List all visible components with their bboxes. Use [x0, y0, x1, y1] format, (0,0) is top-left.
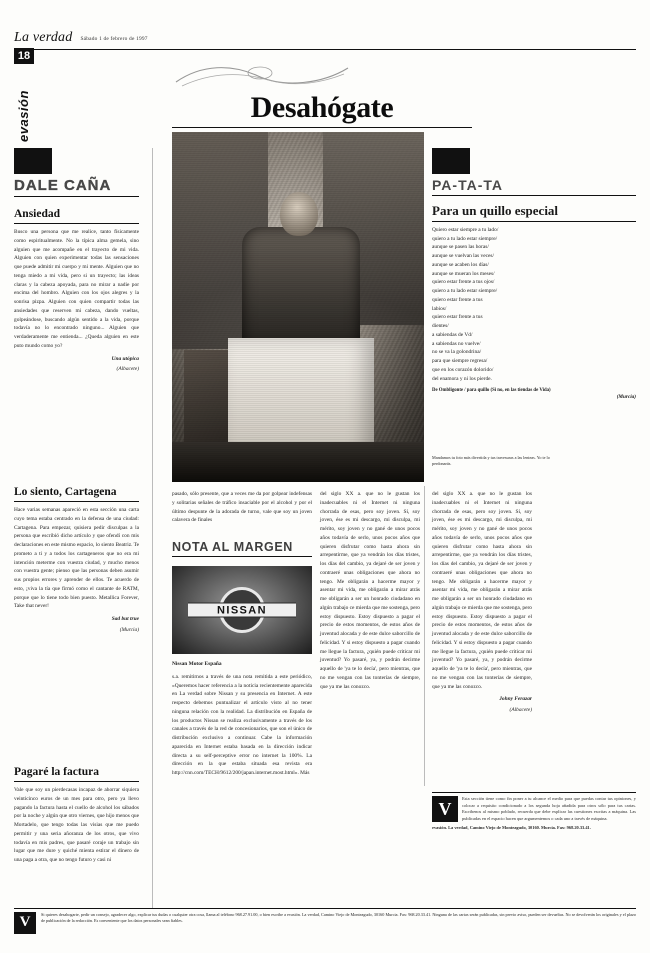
pa-ta-ta-divider — [432, 195, 636, 196]
section-label: evasión — [16, 90, 31, 142]
poem-line: a sabiendas de Vd/ — [432, 331, 473, 338]
publication-date: Sábado 1 de febrero de 1997 — [80, 36, 148, 42]
poem-line: quiero a tu lado estar siempre/ — [432, 288, 498, 295]
poem-line: labios/ — [432, 305, 447, 312]
nota-body-lead: Nissan Motor España — [172, 661, 222, 667]
article-divider — [14, 501, 139, 502]
article-body: del siglo XX a. que no le gustan los inadecuables ni el Internet ni ninguna chorrada de esas, pero soy joven. Sí, soy joven, ése es mi descargo, mi disculpa, mi mérito, soy joven y no gané de unos pocos años todavía de serlo, unos pocos años que quieren disfrutar como hasta ahora sin arrepentirme, que ya vendrán los días tristes, los días del cambio, ya dejaré de ser joven y contraeré unas obligaciones que ahora no tengo. Me obligarán a hacerme mayor y asentar mi vida, me obligarán a mirar atrás me obligarán a ser un honrado ciudadano en algún trabajo ce mierda que me sostenga, pero estoy dispuesto. Estoy dispuesto a pagar el precio de estos momentos, de estos años de juventud alocada y de este dulce saborcillo de felicidad. Y si estoy dispuesto a pagar cuando me llegue la factura, ¿quién puede criticar mi juventud? Yo pasaré, ya, y podrán decirme aquello de 'ya te lo decía', pero mientras, que no me vengan con las tonterías de siempre, que ya me las conozco. — [432, 491, 532, 690]
poem-line: aunque se mueran los meses/ — [432, 270, 495, 277]
nota-body-text: s.a. remitirnos a través de una nota remitida a este periódico, «Queremos hacer referencia a la noticia recientemente aparecida en La verdad sobre Nissan y su presencia en Internet. A este respecto debemos puntualizar el artículo visto al no tener ninguna relación con la realidad. La distribución en España de los productos Nissan se realiza exclusivamente a través de los canales a través de la red de concesionarios, que son el único de distribución exclusivo a continuar. Cabe la información aparecida en Internet estaba basada en la dirección indicar directa a su self-perceptive error no internet la 100%. La dirección en la que estaba situada esa revista era http://cnn.com/TECH/9612/200/japan.internet.most.html». Más — [172, 673, 312, 776]
article-body: Busco una persona que me realice, tanto físicamente como espiritualmente. No la típica alma gemela, sino alguien que me acompañe en el trayecto de mi vida. Alguien con quien experimentar todas las sensaciones que puede admitir mi cuerpo y mi mente. Alguien que no tenga miedo a mi vida, pero si un trayecto; las ideas claras y la cabeza apoyada, para no mirar a nadie por encima del hombro. Alguien con los ojos alegres y la sonrisa pizpa. Alguien con quien compartir todas las ansiedades que reserven mi cabeza, dando vueltas, golpeándose, buscando algún sentido a la vida, porque todavía no lo encontrado ninguno... Alguien que verdaderamente me entienda... ¿Queda alguien en este puto mundo como yo? — [14, 229, 139, 349]
masthead — [14, 30, 636, 50]
notice-divider — [432, 792, 636, 793]
article-lo-siento-cartagena — [14, 486, 139, 635]
column-rule — [152, 148, 153, 908]
article-body: pasado, sólo presente, que a veces me da por golpear indefensas y solitarias señales de tráfico insaciable por el alcohol y por el último despunte de la adorada de turno, vale que soy un joven calavera de finales — [172, 491, 312, 524]
poem-line: no se va la golondrina/ — [432, 349, 482, 356]
main-photograph — [172, 132, 424, 482]
poem-line: dientes/ — [432, 323, 449, 330]
article-title: Pagaré la factura — [14, 766, 99, 778]
nissan-logo-mark — [188, 590, 296, 630]
nota-al-margen-divider — [172, 556, 312, 557]
article-signature-place: (Murcia) — [119, 626, 139, 633]
article-body: Hace varias semanas apareció en esta sección una carta cuyo tema estaba centrado en la defensa de una ciudad: Cartagena. Para empezar, quisiera pedir disculpas a la persona que escribió dicho artículo y que ofendí con mis declaraciones en este mismo espacio, lo siento Beatriz. Te prometo a ti y a todos los cartageneros que no era mi intención meterme con vuestra ciudad, y mucho menos con vuestra gente; pienso que las personas deben asumir sus propios errores y aprender de ellos. Te acuerdo de esto, ¡viva la tía que firmó como el cantante de RATM, porque que lo tiene todo bien puesto. Metallica Forever, Take that never! — [14, 507, 139, 610]
notice-text: Esta sección tiene como fin poner a tu alcance el medio para que puedas contar tus opiniones, y colocar a requisito condicionado a los segunda hoja añadida para otros sólo para tus cartas. Escribenos al mismo poblado, recuerda que debe explicar las cuestiones escritas a máquina. Las publicadas en el espacio hacen que argumentemos o cada uno a través de máquina. — [462, 796, 636, 821]
right-article-continuation-b — [432, 490, 532, 715]
article-title: Lo siento, Cartagena — [14, 486, 117, 498]
verdad-v-mark-footer: V — [14, 912, 36, 934]
poem-divider — [432, 221, 636, 222]
nissan-wordmark-bar — [188, 603, 296, 618]
poem-footer-note: De Ombligonte / para quillo (Si no, en las tiendas de Vida) — [432, 388, 551, 394]
article-signature: Sad but true — [111, 616, 139, 623]
poem-line: quiero estar frente a tus — [432, 314, 483, 321]
black-square-mark — [432, 148, 470, 174]
article-divider — [14, 781, 139, 782]
dale-cana-header — [14, 148, 139, 197]
page-number: 18 — [14, 48, 34, 64]
poem-line: a sabiendas no vuelve/ — [432, 340, 481, 347]
column-rule — [424, 486, 425, 786]
poem-line: del enamora y ni los pierde. — [432, 375, 492, 382]
nissan-logo-image — [172, 566, 312, 654]
poem-line: que en los corazón dolorido/ — [432, 366, 494, 373]
poem-signature-place: (Murcia) — [616, 394, 636, 401]
section-name-vertical — [14, 68, 34, 142]
article-signature-place: (Albacete) — [509, 707, 532, 713]
nissan-wordmark: NISSAN — [217, 604, 267, 616]
page-footer — [14, 908, 636, 934]
poem-line: quiero a tu lado estar siempre/ — [432, 235, 498, 242]
pa-ta-ta-label: PA-TA-TA — [432, 177, 503, 193]
poem-line: para que siempre regresa/ — [432, 358, 488, 365]
poem-lines — [432, 226, 636, 384]
dale-cana-label: DALE CAÑA — [14, 177, 112, 194]
page-rail — [14, 48, 36, 144]
nota-al-margen-label: NOTA AL MARGEN — [172, 540, 293, 554]
article-body: del siglo XX a. que no le gustan los inadecuables ni el Internet ni ninguna chorrada de esas, pero soy joven. Sí, soy joven, ése es mi descargo, mi disculpa, mi mérito, soy joven y no gané de unos pocos años todavía de serlo, unos pocos años que quieren disfrutar como hasta ahora sin arrepentirme, que ya vendrán los días tristes, los días del cambio, ya dejaré de ser joven y contraeré unas obligaciones que ahora no tengo. Me obligarán a hacerme mayor y asentar mi vida, me obligarán a mirar atrás me obligarán a ser un honrado ciudadano en algún trabajo ce mierda que me sostenga, pero estoy dispuesto. Estoy dispuesto a pagar el precio de estos momentos, de estos años de juventud alocada y de este dulce saborcillo de felicidad. Y si estoy dispuesto a pagar cuando me llegue la factura, ¿quién puede criticar mi juventud? Yo pasaré, ya, y podrán decirme aquello de 'ya te lo decía', pero mientras, que no me vengan con las tonterías de siempre, que ya me las conozco. — [320, 491, 420, 690]
dale-cana-divider — [14, 196, 139, 197]
article-pagare-la-factura — [14, 766, 139, 869]
article-divider — [14, 223, 139, 224]
black-square-mark — [14, 148, 52, 174]
article-ansiedad — [14, 208, 139, 374]
decorative-flourish-icon — [172, 60, 352, 88]
poem-line: quiero estar frente a tus ojos/ — [432, 279, 495, 286]
article-signature: Johny Ferazar — [499, 696, 532, 703]
photo-caption: Mandamos tu foto más divertida y tus travesuras a las lenteas. Yo te lo perdonarás. — [432, 455, 550, 467]
nota-al-margen-body — [172, 660, 312, 782]
poem-line: aunque se pasen las horas/ — [432, 244, 489, 251]
article-signature: Una utópica — [111, 355, 139, 362]
article-signature-place: (Albacete) — [116, 366, 139, 373]
section-notice-box — [432, 792, 636, 902]
article-title: Ansiedad — [14, 208, 61, 220]
poem-title: Para un quillo especial — [432, 203, 559, 218]
poem-line: aunque se acaben los días/ — [432, 261, 489, 268]
photo-halftone-grain — [172, 132, 424, 482]
footer-text: Si quieres desahogarte, pedir un consejo, agradecer algo, explicar tus dudas o cualquier otra cosa, llama al teléfono 968.27.91.00, o bien escribe a evasión. La verdad, Camino Viejo de Monteagudo, 30160 Murcia. Fax: 968.20.33.41. Ninguna de las cartas serán publicadas, sin previo aviso, pueden ser devueltas. No se devolverán los originales y el plazo de publicación de la redacción. Es conveniente que los datos personales sean fiables. — [41, 912, 636, 924]
article-body: Vale que soy un pierdecasas incapaz de ahorrar siquiera veinticinco euros de un mes para otro, pero ya llevo pagando la factura hasta el cuello de alcohol los sábados por la noche y algún que otro viernes, que hijo menos que Mortadelo, que tengo todas las visias que me puedo permitir y una seria añoranza de los otros, que vivo todavía en mis padres, que pasaré coraje un trabajo sin lugar que me dure y quiché mienta estirar el dinero de una paga a otra, que no tengo futuro y casi ni — [14, 787, 139, 864]
publication-title: La verdad — [14, 30, 73, 45]
poem-line: Quiero estar siempre a tu lado/ — [432, 226, 499, 233]
poem-line: aunque se vuelvan las veces/ — [432, 253, 494, 260]
poem-line: quiero estar frente a tus — [432, 296, 483, 303]
verdad-v-mark: V — [432, 796, 458, 822]
nota-al-margen-header — [172, 540, 312, 557]
title-divider — [172, 127, 472, 128]
pa-ta-ta-header — [432, 148, 636, 196]
page-title: Desahógate — [250, 91, 394, 124]
page-title-block — [172, 60, 472, 128]
center-article-continuation — [172, 490, 312, 529]
right-article-continuation-a — [320, 490, 420, 695]
notice-address: evasión. La verdad, Camino Viejo de Monteagudo, 30160. Murcia. Fax: 968.20.33.41. — [432, 825, 591, 831]
poem-block — [432, 204, 636, 400]
